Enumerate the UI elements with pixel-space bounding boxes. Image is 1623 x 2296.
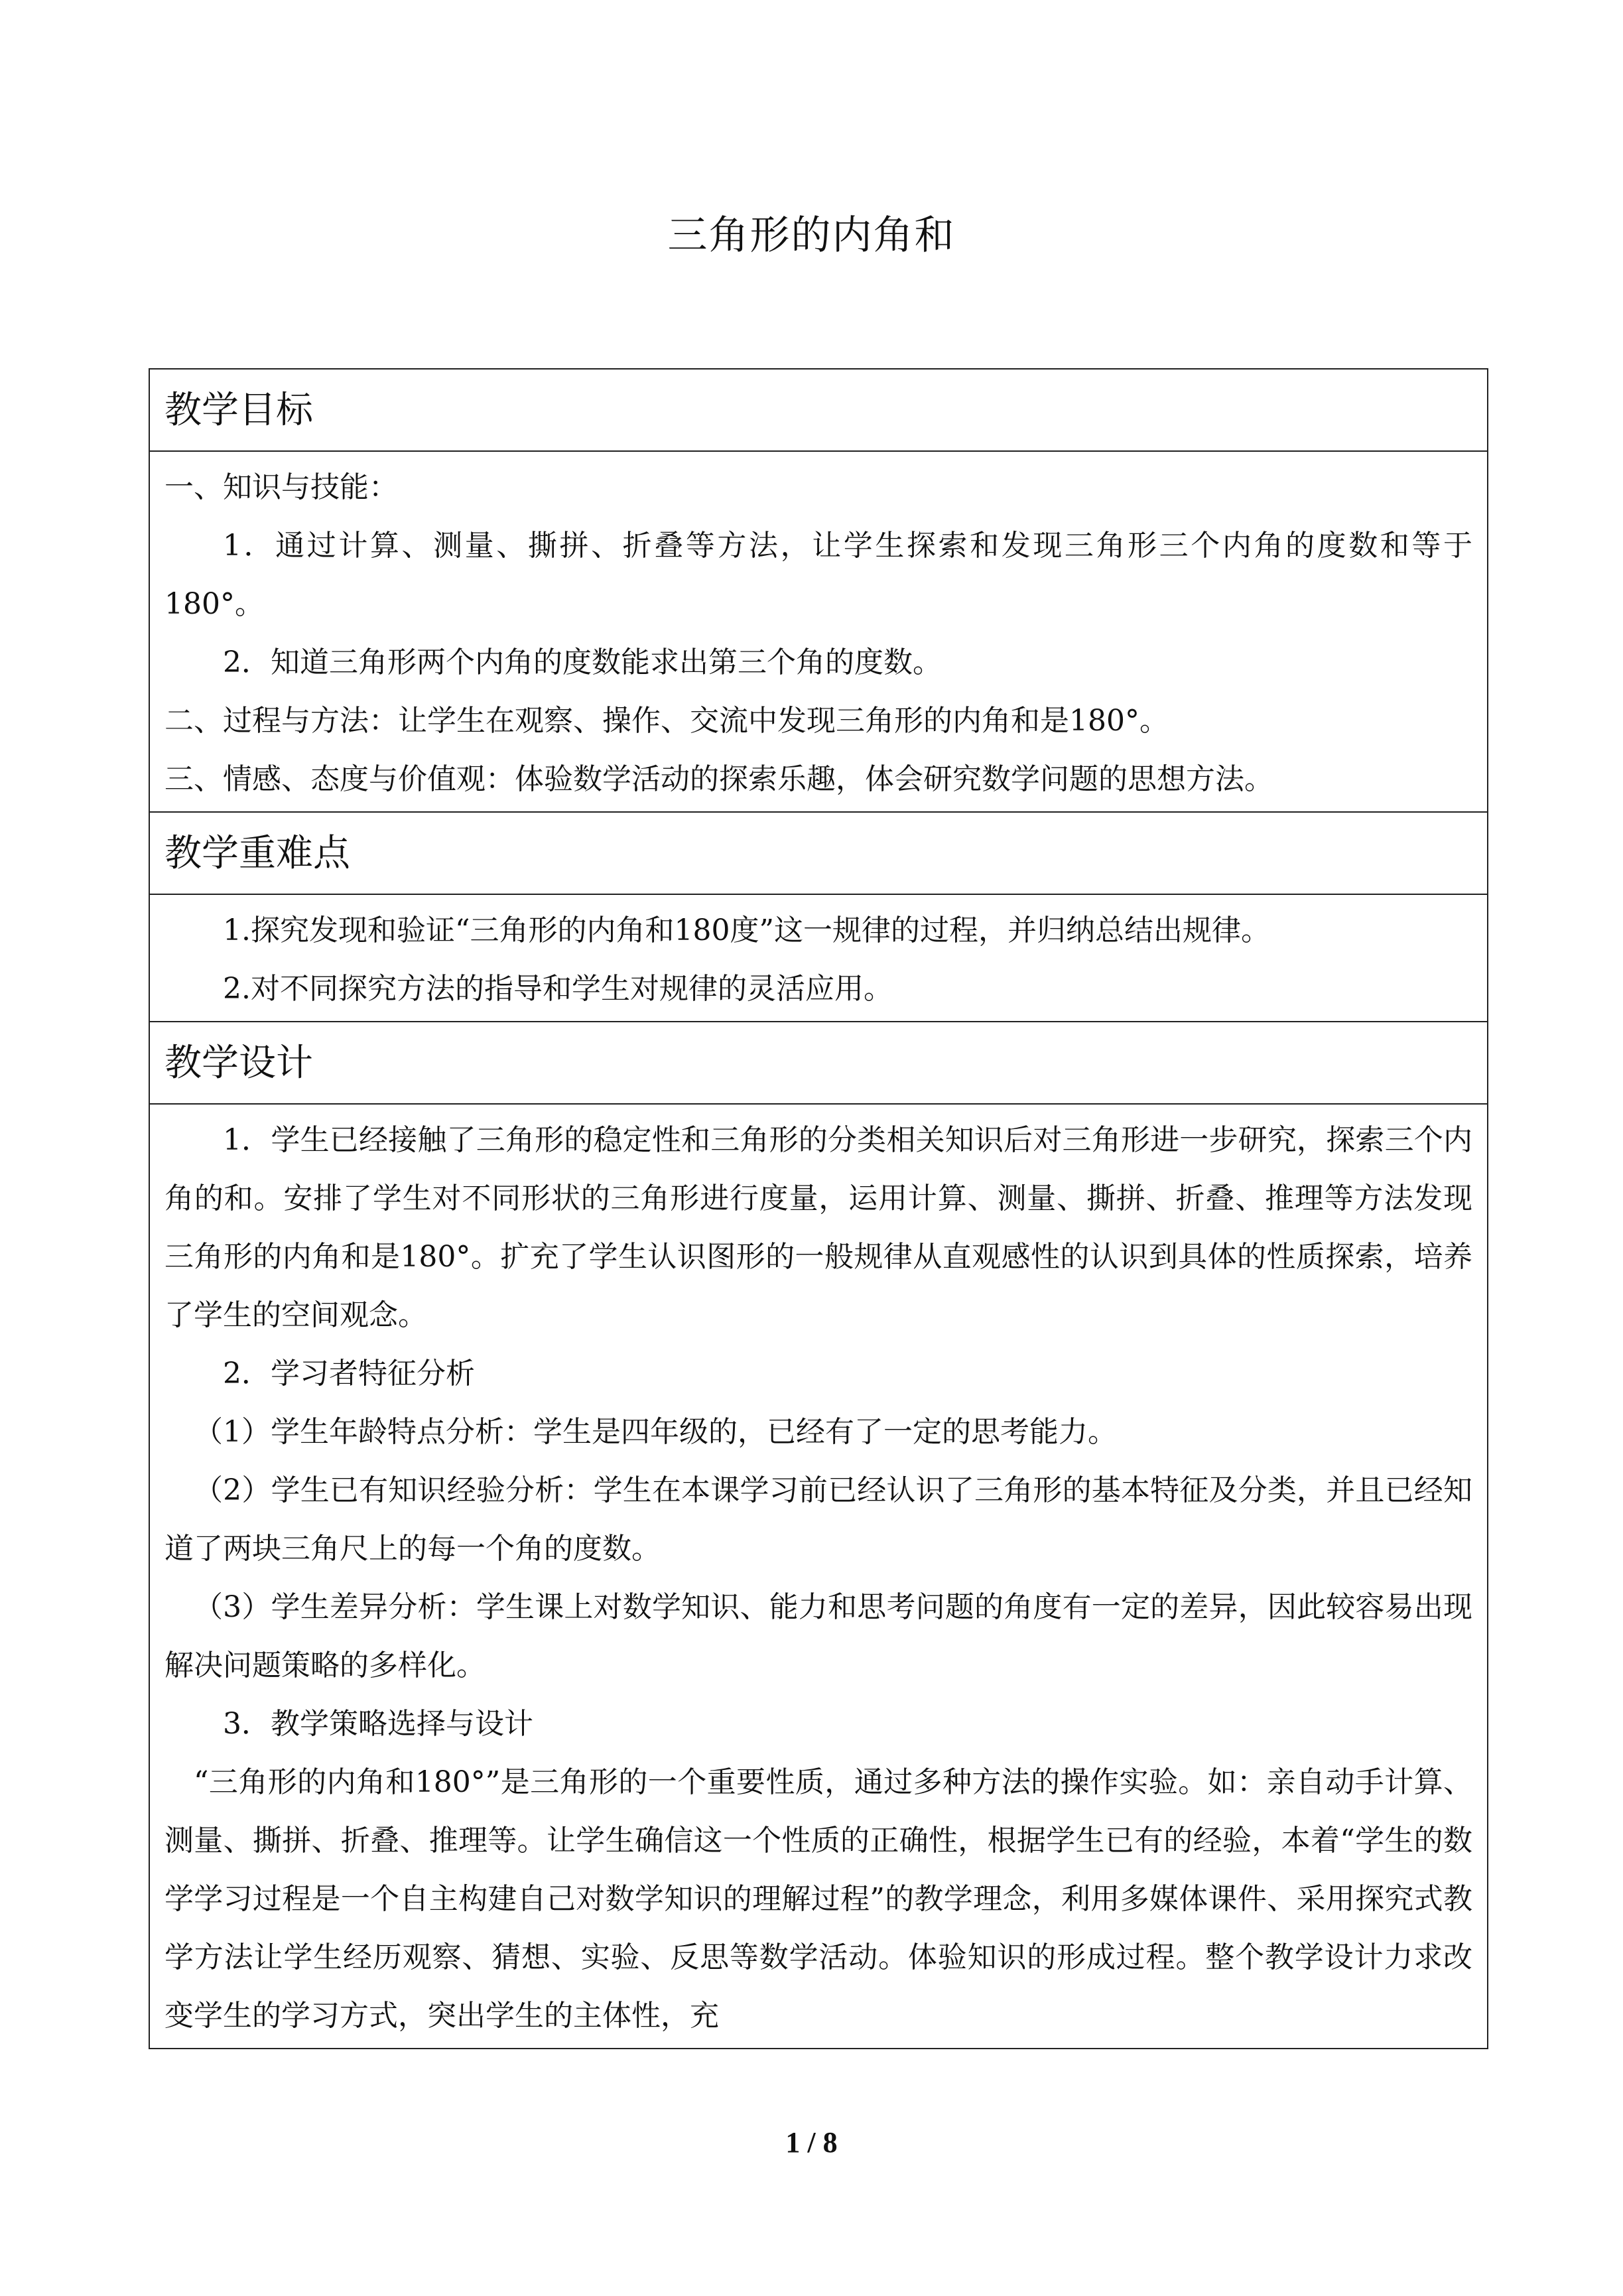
paragraph: （1）学生年龄特点分析：学生是四年级的，已经有了一定的思考能力。 [194, 1415, 1117, 1449]
paragraph: 3．教学策略选择与设计 [223, 1707, 533, 1741]
section-header-row [149, 812, 1488, 894]
page-number: 1 / 8 [785, 2126, 838, 2159]
paragraph: 1．学生已经接触了三角形的稳定性和三角形的分类相关知识后对三角形进一步研究，探索三个内角的和。安排了学生对不同形状的三角形进行度量，运用计算、测量、撕拼、折叠、推理等方法发现三角形的内角和是180°。扩充了学生认识图形的一般规律从直观感性的认识到具体的性质探索，培养了学生的空间观念。 [164, 1123, 1472, 1332]
paragraph: 三、情感、态度与价值观：体验数学活动的探索乐趣，体会研究数学问题的思想方法。 [164, 762, 1273, 796]
paragraph: 2．学习者特征分析 [223, 1357, 475, 1390]
section-heading-design [149, 1022, 1488, 1104]
objectives-body [149, 451, 1488, 812]
section-body-row [149, 1104, 1488, 2049]
section-heading-text: 教学重难点 [164, 832, 350, 875]
section-heading-text: 教学目标 [164, 389, 313, 432]
section-body-row [149, 894, 1488, 1022]
design-body [149, 1104, 1488, 2049]
section-heading-text: 教学设计 [164, 1042, 313, 1085]
key-points-body [149, 894, 1488, 1022]
paragraph: 1.探究发现和验证“三角形的内角和180度”这一规律的过程，并归纳总结出规律。 [223, 913, 1270, 947]
paragraph: （2）学生已有知识经验分析：学生在本课学习前已经认识了三角形的基本特征及分类，并且已经知道了两块三角尺上的每一个角的度数。 [164, 1473, 1472, 1566]
document-title: 三角形的内角和 [667, 212, 956, 259]
section-heading-objectives [149, 369, 1488, 451]
paragraph: 二、过程与方法：让学生在观察、操作、交流中发现三角形的内角和是180°。 [164, 704, 1169, 738]
paragraph: 一、知识与技能： [164, 470, 398, 504]
section-body-row [149, 451, 1488, 812]
paragraph: （3）学生差异分析：学生课上对数学知识、能力和思考问题的角度有一定的差异，因此较容易出现解决问题策略的多样化。 [164, 1590, 1472, 1682]
paragraph: 2.对不同探究方法的指导和学生对规律的灵活应用。 [223, 972, 893, 1006]
section-heading-key-points [149, 812, 1488, 894]
section-header-row [149, 369, 1488, 451]
section-header-row [149, 1022, 1488, 1104]
paragraph: “三角形的内角和180°”是三角形的一个重要性质，通过多种方法的操作实验。如：亲自动手计算、测量、撕拼、折叠、推理等。让学生确信这一个性质的正确性，根据学生已有的经验，本着“学生的数学学习过程是一个自主构建自己对数学知识的理解过程”的教学理念，利用多媒体课件、采用探究式教学方法让学生经历观察、猜想、实验、反思等数学活动。体验知识的形成过程。整个教学设计力求改变学生的学习方式，突出学生的主体性，充 [164, 1765, 1472, 2033]
lesson-plan-table [149, 368, 1488, 2049]
paragraph: 1．通过计算、测量、撕拼、折叠等方法，让学生探索和发现三角形三个内角的度数和等于180°。 [164, 529, 1472, 621]
paragraph: 2．知道三角形两个内角的度数能求出第三个角的度数。 [223, 645, 942, 679]
